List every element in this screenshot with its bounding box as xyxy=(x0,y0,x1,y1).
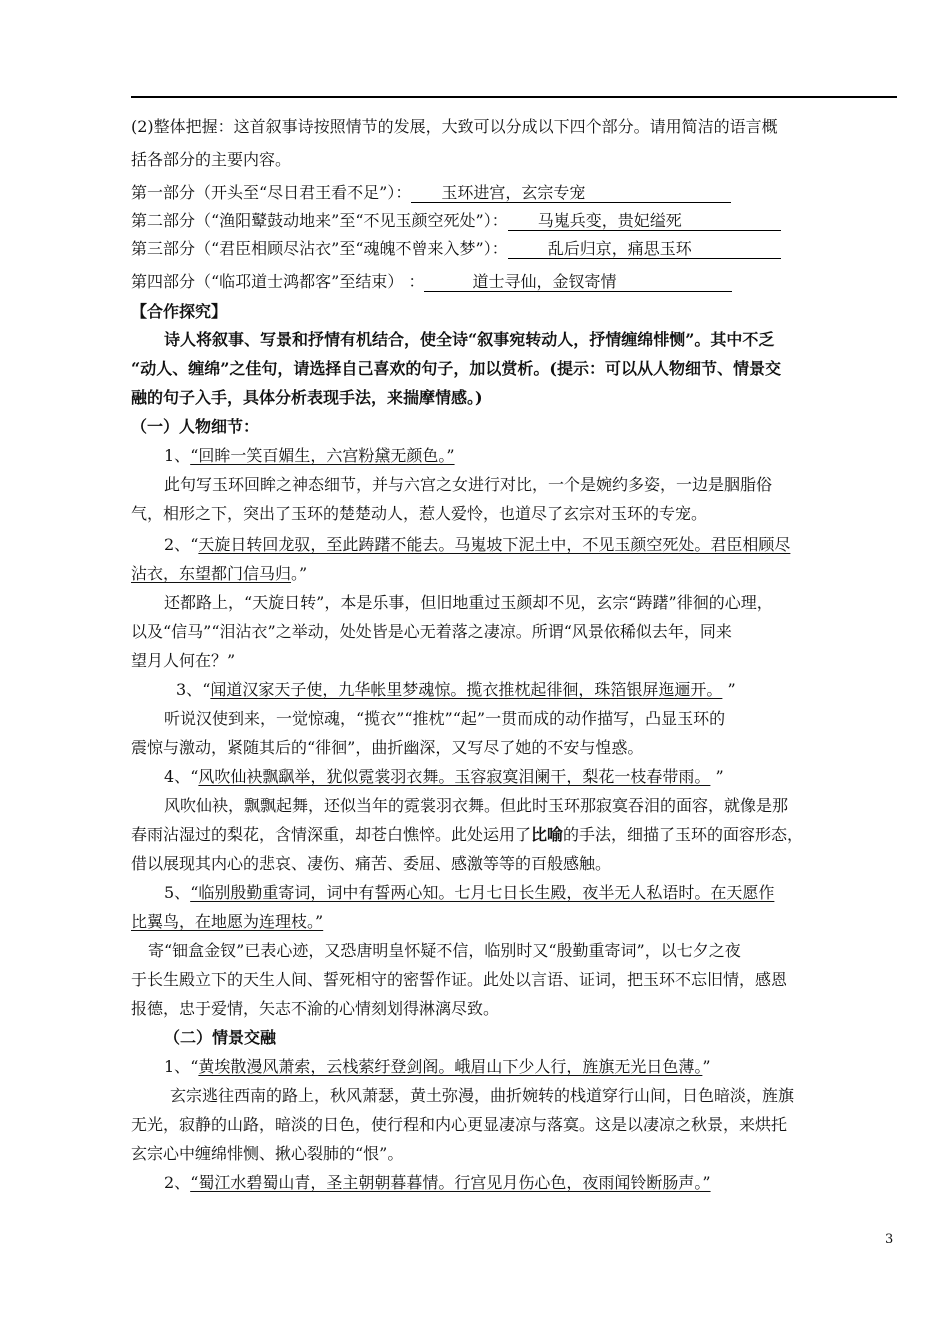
item-1-4-analysis-3: 借以展现其内心的悲哀、凄伤、痛苦、委屈、感激等等的百般感触。 xyxy=(131,854,612,873)
task-line-3: 融的句子入手，具体分析表现手法，来揣摩情感。) xyxy=(131,388,483,407)
close-quote: ” xyxy=(722,680,736,699)
part-3 xyxy=(131,239,899,259)
task-line-1: 诗人将叙事、写景和抒情有机结合，使全诗“叙事宛转动人，抒情缠绵悱恻”。其中不乏 xyxy=(164,330,775,349)
item-1-4-analysis-2 xyxy=(131,825,899,845)
part-2-label: 第二部分（“渔阳鼙鼓动地来”至“不见玉颜空死处”）： xyxy=(131,211,508,230)
item-1-2-quote-2 xyxy=(131,564,899,584)
item-1-4-quote xyxy=(164,767,899,787)
q2-prompt-line-1: (2)整体把握：这首叙事诗按照情节的发展，大致可以分成以下四个部分。请用简洁的语言概 xyxy=(131,117,778,136)
item-2-2-quote xyxy=(164,1173,899,1193)
quoted-verse: “临别殷勤重寄词，词中有誓两心知。七月七日长生殿，夜半无人私语时。在天愿作 xyxy=(190,883,775,902)
item-1-3-quote xyxy=(176,680,899,700)
item-1-3-analysis-1: 听说汉使到来，一觉惊魂，“揽衣”“推枕”“起”一贯而成的动作描写，凸显玉环的 xyxy=(164,709,726,728)
item-1-1-analysis-2: 气，相形之下，突出了玉环的楚楚动人，惹人爱怜，也道尽了玄宗对玉环的专宠。 xyxy=(131,504,708,523)
header-rule xyxy=(131,96,897,98)
task-line-2: “动人、缠绵”之佳句，请选择自己喜欢的句子，加以赏析。(提示：可以从人物细节、情景交 xyxy=(131,359,781,378)
item-number: 1、 xyxy=(164,446,191,465)
section-1-heading: （一）人物细节： xyxy=(131,417,260,436)
item-number: 4、 xyxy=(164,767,191,786)
item-1-1-quote xyxy=(164,446,899,466)
item-number: 2、 xyxy=(164,1173,191,1192)
close-quote: ” xyxy=(702,1057,711,1076)
item-number: 2、 xyxy=(164,535,191,554)
item-number: 3、 xyxy=(176,680,203,699)
part-3-answer: 乱后归京，痛思玉环 xyxy=(508,240,781,259)
part-4 xyxy=(131,272,899,292)
close-quote: 。” xyxy=(291,564,308,583)
page-number: 3 xyxy=(885,1232,894,1247)
part-1-answer: 玉环进宫，玄宗专宠 xyxy=(411,184,731,203)
item-1-4-analysis-1: 风吹仙袂，飘飘起舞，还似当年的霓裳羽衣舞。但此时玉环那寂寞吞泪的面容，就像是那 xyxy=(164,796,789,815)
q2-prompt-line-2: 括各部分的主要内容。 xyxy=(131,150,292,169)
item-1-5-analysis-1: 寄“钿盒金钗”已表心迹，又恐唐明皇怀疑不信，临别时又“殷勤重寄词”，以七夕之夜 xyxy=(148,941,741,960)
item-1-2-analysis-3: 望月人何在？” xyxy=(131,651,236,670)
quoted-verse-cont: 沾衣，东望都门信马归 xyxy=(131,564,292,583)
item-1-3-analysis-2: 震惊与激动，紧随其后的“徘徊”，曲折幽深，又写尽了她的不安与惶惑。 xyxy=(131,738,644,757)
item-1-5-analysis-2: 于长生殿立下的天生人间、誓死相守的密誓作证。此处以言语、证词，把玉环不忘旧情，感恩 xyxy=(131,970,788,989)
quoted-verse: 黄埃散漫风萧索，云栈萦纡登剑阁。峨眉山下少人行，旌旗无光日色薄。 xyxy=(198,1057,703,1076)
quoted-verse: “回眸一笑百媚生，六宫粉黛无颜色。” xyxy=(190,446,455,465)
quoted-verse-cont: 比翼鸟，在地愿为连理枝。” xyxy=(131,912,324,931)
section-2-heading: （二）情景交融 xyxy=(164,1028,277,1047)
item-number: 1、 xyxy=(164,1057,191,1076)
item-1-2-analysis-1: 还都路上，“天旋日转”，本是乐事，但旧地重过玉颜却不见，玄宗“踌躇”徘徊的心理， xyxy=(164,593,773,612)
part-2-answer: 马嵬兵变，贵妃缢死 xyxy=(508,212,781,231)
item-1-1-analysis-1: 此句写玉环回眸之神态细节，并与六宫之女进行对比，一个是婉约多姿，一边是胭脂俗 xyxy=(164,475,773,494)
part-3-label: 第三部分（“君臣相顾尽沾衣”至“魂魄不曾来入梦”）： xyxy=(131,239,508,258)
open-quote: “ xyxy=(202,680,211,699)
part-4-answer: 道士寻仙，金钗寄情 xyxy=(424,273,732,292)
part-1 xyxy=(131,183,899,203)
item-1-5-quote-1 xyxy=(164,883,899,903)
quoted-verse: 天旋日转回龙驭，至此踌躇不能去。马嵬坡下泥土中，不见玉颜空死处。君臣相顾尽 xyxy=(198,535,791,554)
quoted-verse: “蜀江水碧蜀山青，圣主朝朝暮暮情。行宫见月伤心色，夜雨闻铃断肠声。” xyxy=(190,1173,711,1192)
analysis-text: 的手法，细描了玉环的面容形态， xyxy=(563,825,804,844)
emphasis-metaphor: 比喻 xyxy=(531,825,564,844)
item-1-5-quote-2 xyxy=(131,912,899,932)
open-quote: “ xyxy=(190,1057,199,1076)
analysis-text: 春雨沾湿过的梨花，含情深重，却苍白憔悴。此处运用了 xyxy=(131,825,532,844)
item-2-1-analysis-1: 玄宗逃往西南的路上，秋风萧瑟，黄土弥漫，曲折婉转的栈道穿行山间，日色暗淡，旌旗 xyxy=(170,1086,795,1105)
item-2-1-analysis-2: 无光，寂静的山路，暗淡的日色，使行程和内心更显凄凉与落寞。这是以凄凉之秋景，来烘托 xyxy=(131,1115,788,1134)
part-2 xyxy=(131,211,899,231)
item-number: 5、 xyxy=(164,883,191,902)
item-2-1-analysis-3: 玄宗心中缠绵悱恻、揪心裂肺的“恨”。 xyxy=(131,1144,404,1163)
item-1-2-analysis-2: 以及“信马”“泪沾衣”之举动，处处皆是心无着落之凄凉。所谓“风景依稀似去年，同来 xyxy=(131,622,732,641)
open-quote: “ xyxy=(190,767,199,786)
quoted-verse: 风吹仙袂飘飖举，犹似霓裳羽衣舞。玉容寂寞泪阑干，梨花一枝春带雨。 xyxy=(198,767,711,786)
item-1-5-analysis-3: 报德，忠于爱情，矢志不渝的心情刻划得淋漓尽致。 xyxy=(131,999,500,1018)
item-1-2-quote-1 xyxy=(164,535,899,555)
part-1-label: 第一部分（开头至“尽日君王看不足”）： xyxy=(131,183,412,202)
part-4-label: 第四部分（“临邛道士鸿都客”至结束） ： xyxy=(131,272,425,291)
open-quote: “ xyxy=(190,535,199,554)
cooperation-heading: 【合作探究】 xyxy=(131,302,228,321)
item-2-1-quote xyxy=(164,1057,899,1077)
close-quote: ” xyxy=(710,767,724,786)
quoted-verse: 闻道汉家天子使，九华帐里梦魂惊。揽衣推枕起徘徊，珠箔银屏迤逦开。 xyxy=(210,680,723,699)
